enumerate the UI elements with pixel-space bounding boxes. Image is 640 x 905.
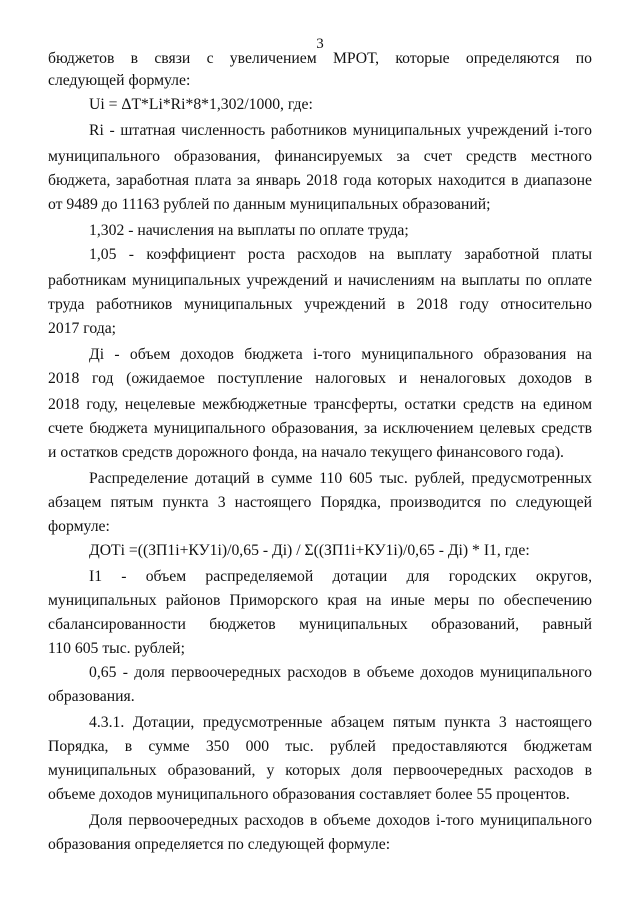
text-line: абзацем пятым пункта 3 настоящего Порядка, производится по следующей (48, 494, 592, 511)
text-line: 2018 год (ожидаемое поступление налоговых и неналоговых доходов в (48, 370, 592, 387)
formula-line: ДОТi =((ЗП1i+КУ1i)/0,65 - Дi) / Σ((ЗП1i+КУ1i)/0,65 - Дi) * I1, где: (89, 542, 530, 559)
text-line: муниципальных образований, у которых доля первоочередных расходов в (48, 762, 592, 779)
text-line: муниципальных районов Приморского края на иные меры по обеспечению (48, 592, 592, 609)
text-line: счете бюджета муниципального образования, за исключением целевых средств (48, 420, 592, 437)
text-line: Дi - объем доходов бюджета i-того муниципального образования на (89, 346, 592, 363)
text-line: 2017 года; (48, 320, 117, 337)
formula-line: Ui = ΔТ*Li*Ri*8*1,302/1000, где: (89, 96, 313, 113)
text-line: 4.3.1. Дотации, предусмотренные абзацем пятым пункта 3 настоящего (89, 714, 592, 731)
text-line: образования. (48, 688, 135, 705)
text-line: Порядка, в сумме 350 000 тыс. рублей предоставляются бюджетам (48, 738, 592, 755)
text-line: формуле: (48, 518, 110, 535)
text-line: 1,302 - начисления на выплаты по оплате труда; (89, 222, 409, 239)
text-line: от 9489 до 11163 рублей по данным муниципальных образований; (48, 196, 491, 213)
text-line: муниципального образования, финансируемых за счет средств местного (48, 148, 592, 165)
text-line: труда работников муниципальных учреждений в 2018 году относительно (48, 296, 592, 313)
text-line: 0,65 - доля первоочередных расходов в объеме доходов муниципального (89, 664, 592, 681)
text-line: 2018 году, нецелевые межбюджетные трансферты, остатки средств на едином (48, 396, 592, 413)
text-line: и остатков средств дорожного фонда, на начало текущего финансового года). (48, 444, 564, 461)
text-line: бюджетов в связи с увеличением МРОТ, которые определяются по (48, 50, 592, 67)
text-line: Распределение дотаций в сумме 110 605 тыс. рублей, предусмотренных (89, 470, 592, 487)
text-line: сбалансированности бюджетов муниципальных образований, равный (48, 616, 592, 633)
text-line: Доля первоочередных расходов в объеме доходов i-того муниципального (89, 812, 592, 829)
text-line: следующей формуле: (48, 72, 191, 89)
text-line: объеме доходов муниципального образования составляет более 55 процентов. (48, 786, 570, 803)
text-line: образования определяется по следующей формуле: (48, 836, 391, 853)
text-line: работникам муниципальных учреждений и начислениям на выплаты по оплате (48, 272, 592, 289)
text-line: I1 - объем распределяемой дотации для городских округов, (89, 568, 592, 585)
page-number: 3 (316, 36, 324, 52)
text-line: бюджета, заработная плата за январь 2018 года которых находится в диапазоне (48, 172, 592, 189)
text-line: 1,05 - коэффициент роста расходов на выплату заработной платы (89, 246, 592, 263)
text-line: 110 605 тыс. рублей; (48, 640, 185, 657)
text-line: Ri - штатная численность работников муниципальных учреждений i-того (89, 122, 592, 139)
